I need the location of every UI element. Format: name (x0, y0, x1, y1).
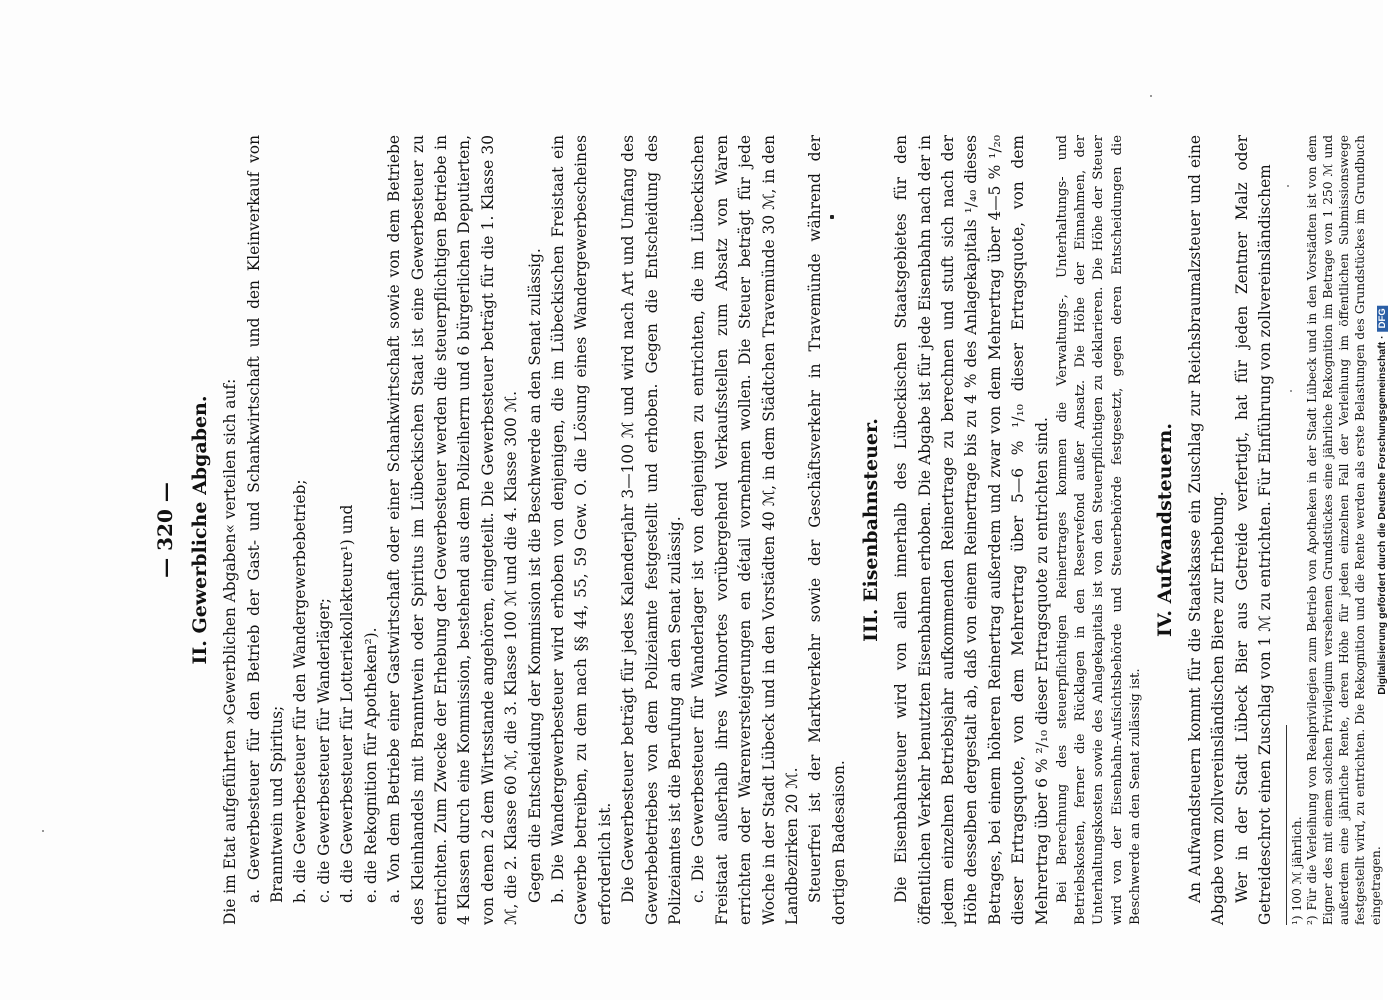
digitization-credit (1376, 305, 1388, 694)
paragraph-c-exempt: Steuerfrei ist der Marktverkehr sowie der Geschäftsverkehr in Travemünde während der dortigen Badesaison. (806, 135, 848, 925)
scan-speck (1150, 95, 1152, 97)
paragraph-a: a. Von dem Betriebe einer Gastwirtschaft oder einer Schankwirtschaft sowie von dem Betriebe des Kleinhandels mit Branntwein oder Spiritus im Lübeckischen Staat ist eine Gewerbesteuer zu entrichten. Zum Zwecke der Erhebung der Gewerbesteuer werden die steuerpflichtigen Betriebe in 4 Klassen durch eine Kommission, bestehend aus dem Polizeiherrn und 6 bürgerlichen Deputierten, von denen 2 dem Wirtsstande angehören, eingeteilt. Die Gewerbesteuer beträgt für die 1. Klasse 30 ℳ, die 2. Klasse 60 ℳ, die 3. Klasse 100 ℳ und die 4. Klasse 300 ℳ. (385, 135, 521, 925)
list-item: b. die Gewerbesteuer für den Wandergewerbebetrieb; (291, 479, 310, 903)
list-item: c. die Gewerbesteuer für Wanderläger; (314, 598, 333, 903)
list-item: a. Gewerbesteuer für den Betrieb der Gast- und Schankwirtschaft und den Kleinverkauf von Branntwein und Spiritus; (244, 135, 287, 903)
dfg-logo: DFG (1377, 305, 1388, 331)
list-item: e. die Rekognition für Apotheken²). (361, 627, 380, 903)
section-heading-IV: IV. Aufwandsteuern. (1154, 423, 1177, 637)
beer-surcharge-paragraph: Wer in der Stadt Lübeck Bier aus Getreide verfertigt, hat für jeden Zentner Malz oder Getreideschrot einen Zuschlag von 1 ℳ zu entrichten. Für Einführung von zollvereinsländischem (1232, 135, 1275, 925)
list-item: d. die Gewerbesteuer für Lotteriekollekteure¹) und (338, 504, 357, 903)
expenditure-tax-paragraph: An Aufwandsteuern kommt für die Staatskasse ein Zuschlag zur Reichsbraumalzsteuer und eine Abgabe vom zollvereinsländischen Biere zur Erhebung. (1185, 135, 1228, 925)
scan-speck (42, 830, 44, 832)
paragraph-a-appeal: Gegen die Entscheidung der Kommission ist die Beschwerde an den Senat zulässig. (525, 248, 544, 903)
footnote: ²) Für die Verleihung von Realprivilegien zum Betrieb von Apotheken in der Stadt Lübeck und in den Vorstädten ist von dem Eigner des mit einem solchen Privilegium versehenen Grundstückes eine jährliche Rekognition im Betrage von 1 250 ℳ und außerdem eine jährliche Rente, deren Höhe für jeden einzelnen Fall der Verleihung im öffentlichen Submissionswege festgestellt wird, zu entrichten. Die Rekognition und die Rente werden als erste Belastungen des Grundstückes im Grundbuch eingetragen. (1305, 135, 1383, 925)
section-II-intro: Die im Etat aufgeführten »Gewerblichen Abgaben« verteilen sich auf: (221, 378, 240, 925)
footnote-rule (1286, 725, 1287, 925)
digitization-credit-text: Digitalisierung gefördert durch die Deutsche Forschungsgemeinschaft · (1376, 335, 1388, 695)
footnote: ¹) 100 ℳ jährlich. (1289, 816, 1304, 925)
paragraph-b-rate: Die Gewerbesteuer beträgt für jedes Kalenderjahr 3—100 ℳ und wird nach Art und Umfang des Gewerbebetriebes von dem Polizeiamte festgestellt und erhoben. Gegen die Entscheidung des Polizeiamtes ist die Berufung an den Senat zulässig. (619, 135, 684, 925)
paragraph-c: c. Die Gewerbesteuer für Wanderlager ist von denjenigen zu entrichten, die im Lübeckischen Freistaat außerhalb ihres Wohnortes vorübergehend Verkaufsstellen zum Absatz von Waren errichten oder Warenversteigerungen en détail vornehmen wollen. Die Steuer beträgt für jede Woche in der Stadt Lübeck und in den Vorstädten 40 ℳ, in dem Städtchen Travemünde 30 ℳ, in den Landbezirken 20 ℳ. (689, 135, 802, 925)
railway-tax-calculation: Bei Berechnung des steuerpflichtigen Reinertrages kommen die Verwaltungs-, Unterhaltungs- und Betriebskosten, ferner die Rücklagen in den Reservefond außer Ansatz. Die Höhe der Einnahmen, der Unterhaltungskosten sowie des Anlagekapitals ist von den Steuerpflichtigen zu deklarieren. Die Höhe der Steuer wird von der Eisenbahn-Aufsichtsbehörde und Steuerbehörde festgesetzt, gegen deren Entscheidungen die Beschwerde an den Senat zulässig ist. (1054, 135, 1143, 925)
railway-tax-paragraph: Die Eisenbahnsteuer wird von allen innerhalb des Lübeckischen Staatsgebietes für den öffentlichen Verkehr benutzten Eisenbahnen erhoben. Die Abgabe ist für jede Eisenbahn nach der in jedem einzelnen Betriebsjahr aufkommenden Reinertrage zu berechnen und stuft sich nach der Höhe desselben dergestalt ab, daß von einem Reinertrage bis zu 4 % des Anlagekapitals ¹/₄₀ dieses Betrages, bei einem höheren Reinertrag außerdem und zwar von dem Mehrertrag über 4—5 % ¹/₂₀ dieser Ertragsquote, von dem Mehrertrag über 5—6 % ¹/₁₀ dieser Ertragsquote, von dem Mehrertrag über 6 % ²/₁₀ dieser Ertragsquote zu entrichten sind. (892, 135, 1051, 925)
paragraph-b: b. Die Wandergewerbesteuer wird erhoben von denjenigen, die im Lübeckischen Freistaat ein Gewerbe betreiben, zu dem nach §§ 44, 55, 59 Gew. O. die Lösung eines Wandergewerbescheines erforderlich ist. (548, 135, 614, 925)
page-number: — 320 — (153, 482, 177, 578)
section-heading-III: III. Eisenbahnsteuer. (860, 418, 883, 642)
section-heading-II: II. Gewerbliche Abgaben. (189, 395, 212, 665)
